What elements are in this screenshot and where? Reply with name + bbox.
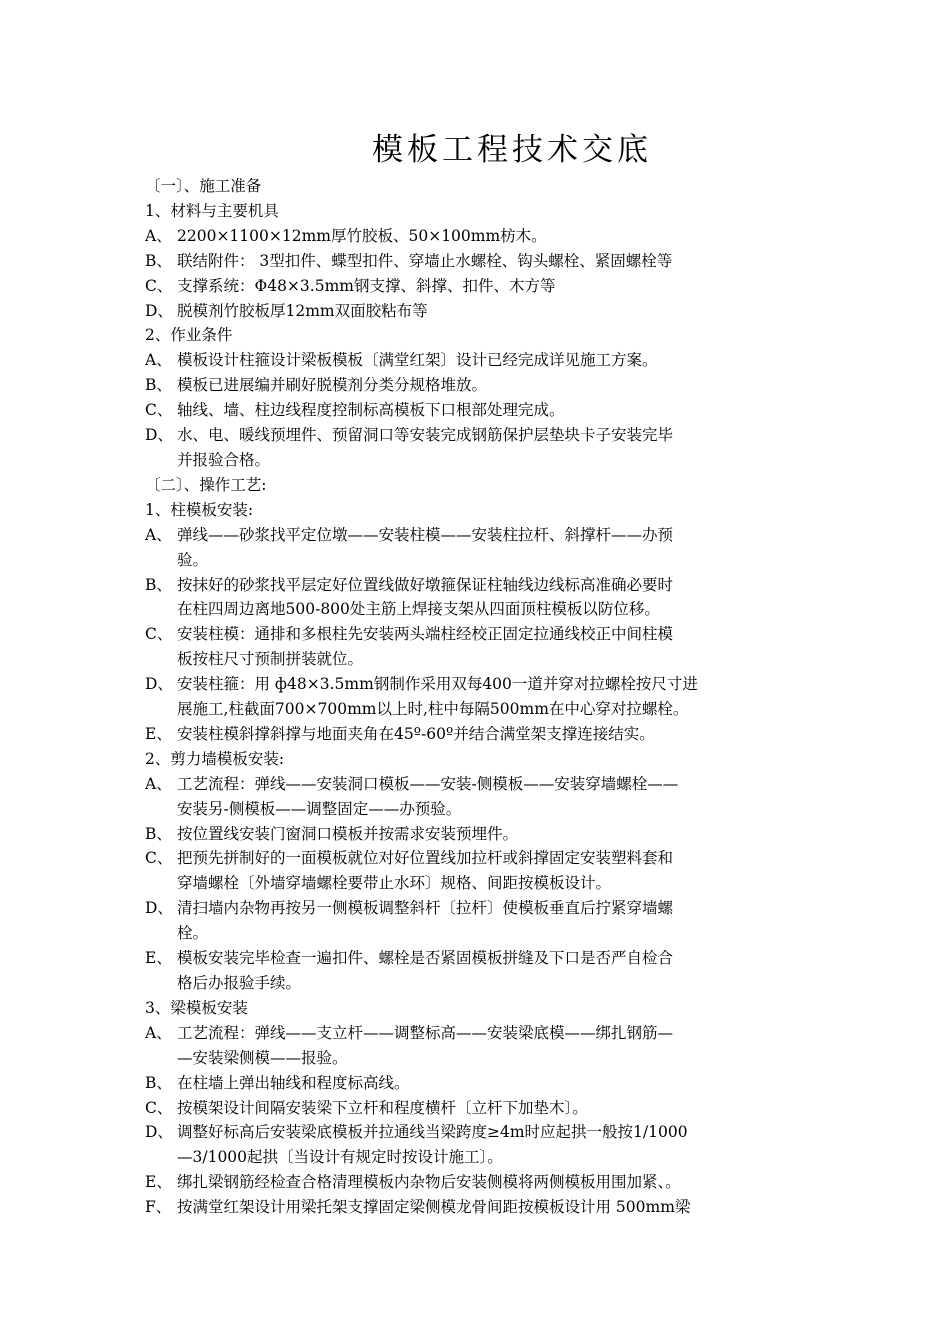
heading-text: 3、梁模板安装 xyxy=(145,998,248,1017)
list-item-marker: C、 xyxy=(145,849,173,868)
list-item-marker: C、 xyxy=(145,276,173,295)
heading-text: 〔一〕、施工准备 xyxy=(145,177,262,195)
section-heading xyxy=(145,747,810,772)
list-item-text: 工艺流程：弹线——支立杆——调整标高——安装梁底模——绑扎钢筋— xyxy=(177,1023,674,1042)
list-item xyxy=(145,523,810,548)
section-heading xyxy=(145,323,810,348)
list-item-marker: E、 xyxy=(145,949,172,968)
list-item-text: 工艺流程：弹线——安装洞口模板——安装-侧模板——安装穿墙螺栓—— xyxy=(177,774,679,793)
list-item-marker: C、 xyxy=(145,1098,173,1117)
list-item xyxy=(145,772,810,797)
list-item-text: 调整好标高后安装梁底模板并拉通线当梁跨度≥4m时应起拱一般按1/1000 xyxy=(177,1123,688,1142)
heading-text: 2、作业条件 xyxy=(145,326,233,345)
list-item-text: 把预先拼制好的一面模板就位对好位置线加拉杆或斜撑固定安装塑料套和 xyxy=(177,849,674,868)
list-item-text: 穿墙螺栓〔外墙穿墙螺栓要带止水环〕规格、间距按模板设计。 xyxy=(177,874,612,893)
list-item-continuation xyxy=(145,1046,810,1071)
list-item-marker: D、 xyxy=(145,426,173,445)
list-item xyxy=(145,946,810,971)
list-item xyxy=(145,622,810,647)
section-heading xyxy=(145,996,810,1021)
list-item-continuation xyxy=(145,597,810,622)
list-item-text: 联结附件： 3型扣件、蝶型扣件、穿墙止水螺栓、钩头螺栓、紧固螺栓等 xyxy=(177,251,673,270)
list-item-text: 水、电、暖线预埋件、预留洞口等安装完成钢筋保护层垫块卡子安装完毕 xyxy=(177,426,674,445)
list-item-text: —3/1000起拱〔当设计有规定时按设计施工〕。 xyxy=(177,1148,503,1167)
list-item-marker: A、 xyxy=(145,226,172,245)
section-heading xyxy=(145,498,810,523)
section-heading xyxy=(145,199,810,224)
list-item-text: —安装梁侧模——报验。 xyxy=(177,1048,348,1067)
list-item-marker: B、 xyxy=(145,824,172,843)
list-item-continuation xyxy=(145,448,810,473)
list-item-text: 模板安装完毕检查一遍扣件、螺栓是否紧固模板拼缝及下口是否严自检合 xyxy=(177,949,674,968)
list-item-text: 按模架设计间隔安装梁下立杆和程度横杆〔立杆下加垫木〕。 xyxy=(177,1098,588,1117)
list-item xyxy=(145,348,810,373)
heading-text: 1、材料与主要机具 xyxy=(145,201,279,220)
list-item-continuation xyxy=(145,921,810,946)
list-item-text: 并报验合格。 xyxy=(177,450,271,469)
list-item-marker: A、 xyxy=(145,351,172,370)
list-item-marker: D、 xyxy=(145,899,173,918)
section-heading xyxy=(145,473,810,498)
list-item-text: 验。 xyxy=(177,550,209,569)
list-item-text: 安装柱模：通排和多根柱先安装两头端柱经校正固定拉通线校正中间柱模 xyxy=(177,625,674,644)
list-item xyxy=(145,423,810,448)
list-item-marker: A、 xyxy=(145,774,172,793)
list-item xyxy=(145,224,810,249)
list-item-continuation xyxy=(145,647,810,672)
list-item-continuation xyxy=(145,971,810,996)
list-item-marker: A、 xyxy=(145,525,172,544)
list-item-text: 按满堂红架设计用梁托架支撑固定梁侧模龙骨间距按模板设计用 500mm梁 xyxy=(177,1198,691,1217)
list-item-marker: C、 xyxy=(145,625,173,644)
list-item xyxy=(145,274,810,299)
list-item-text: 模板设计柱箍设计梁板模板〔满堂红架〕设计已经完成详见施工方案。 xyxy=(177,351,658,370)
heading-text: 2、剪力墙模板安装: xyxy=(145,749,285,768)
list-item-text: 轴线、墙、柱边线程度控制标高模板下口根部处理完成。 xyxy=(177,401,565,420)
heading-text: 〔二〕、操作工艺: xyxy=(145,475,267,494)
list-item xyxy=(145,1170,810,1195)
list-item xyxy=(145,573,810,598)
list-item-text: 安装柱箍：用 ф48×3.5mm钢制作采用双每400一道并穿对拉螺栓按尺寸进 xyxy=(177,675,698,694)
list-item-continuation xyxy=(145,697,810,722)
list-item xyxy=(145,1021,810,1046)
list-item xyxy=(145,1195,810,1220)
list-item-marker: E、 xyxy=(145,724,172,743)
list-item-marker: B、 xyxy=(145,1073,172,1092)
list-item-text: 板按柱尺寸预制拼装就位。 xyxy=(177,650,364,669)
list-item-text: 支撑系统：Φ48×3.5mm钢支撑、斜撑、扣件、木方等 xyxy=(177,276,556,295)
list-item-text: 弹线——砂浆找平定位墩——安装柱模——安装柱拉杆、斜撑杆——办预 xyxy=(177,525,674,544)
list-item-text: 按位置线安装门窗洞口模板并按需求安装预埋件。 xyxy=(177,824,519,843)
list-item-marker: F、 xyxy=(145,1198,172,1217)
list-item xyxy=(145,373,810,398)
list-item-text: 安装柱模斜撑斜撑与地面夹角在45º-60º并结合满堂架支撑连接结实。 xyxy=(177,724,655,743)
list-item-marker: A、 xyxy=(145,1023,172,1042)
list-item-text: 模板已进展编并刷好脱模剂分类分规格堆放。 xyxy=(177,376,488,395)
list-item-text: 在柱墙上弹出轴线和程度标高线。 xyxy=(177,1073,410,1092)
list-item xyxy=(145,722,810,747)
list-item-text: 格后办报验手续。 xyxy=(177,974,302,992)
list-item xyxy=(145,1071,810,1096)
list-item-continuation xyxy=(145,871,810,896)
list-item-text: 绑扎梁钢筋经检查合格清理模板内杂物后安装侧模将两侧模板用围加紧、。 xyxy=(177,1173,681,1192)
list-item-marker: C、 xyxy=(145,401,173,420)
list-item-text: 展施工,柱截面700×700mm以上时,柱中每隔500mm在中心穿对拉螺栓。 xyxy=(177,700,689,719)
list-item xyxy=(145,249,810,274)
list-item-continuation xyxy=(145,548,810,573)
list-item xyxy=(145,896,810,921)
section-heading xyxy=(145,174,810,199)
list-item xyxy=(145,398,810,423)
list-item-text: 在柱四周边离地500-800处主筋上焊接支架从四面顶柱模板以防位移。 xyxy=(177,600,660,619)
heading-text: 1、柱模板安装: xyxy=(145,500,254,519)
list-item-continuation xyxy=(145,1145,810,1170)
document-title: 模板工程技术交底 xyxy=(372,132,652,168)
list-item-text: 脱模剂竹胶板厚12mm双面胶粘布等 xyxy=(177,301,428,320)
list-item-marker: D、 xyxy=(145,1123,173,1142)
list-item xyxy=(145,672,810,697)
list-item-marker: D、 xyxy=(145,675,173,694)
list-item-marker: E、 xyxy=(145,1173,172,1192)
list-item-marker: D、 xyxy=(145,301,173,320)
list-item xyxy=(145,846,810,871)
list-item xyxy=(145,299,810,324)
list-item-marker: B、 xyxy=(145,575,172,594)
list-item xyxy=(145,1096,810,1121)
list-item-text: 2200×1100×12mm厚竹胶板、50×100mm枋木。 xyxy=(177,226,547,245)
list-item-continuation xyxy=(145,797,810,822)
list-item-text: 安装另-侧模板——调整固定——办预验。 xyxy=(177,799,462,818)
list-item-marker: B、 xyxy=(145,376,172,395)
document-body xyxy=(145,174,810,1220)
list-item-text: 清扫墙内杂物再按另一侧模板调整斜杆〔拉杆〕使模板垂直后拧紧穿墙螺 xyxy=(177,899,674,918)
list-item-text: 按抹好的砂浆找平层定好位置线做好墩箍保证柱轴线边线标高准确必要时 xyxy=(177,575,674,594)
list-item xyxy=(145,822,810,847)
list-item-marker: B、 xyxy=(145,251,172,270)
list-item xyxy=(145,1120,810,1145)
list-item-text: 栓。 xyxy=(177,924,209,943)
